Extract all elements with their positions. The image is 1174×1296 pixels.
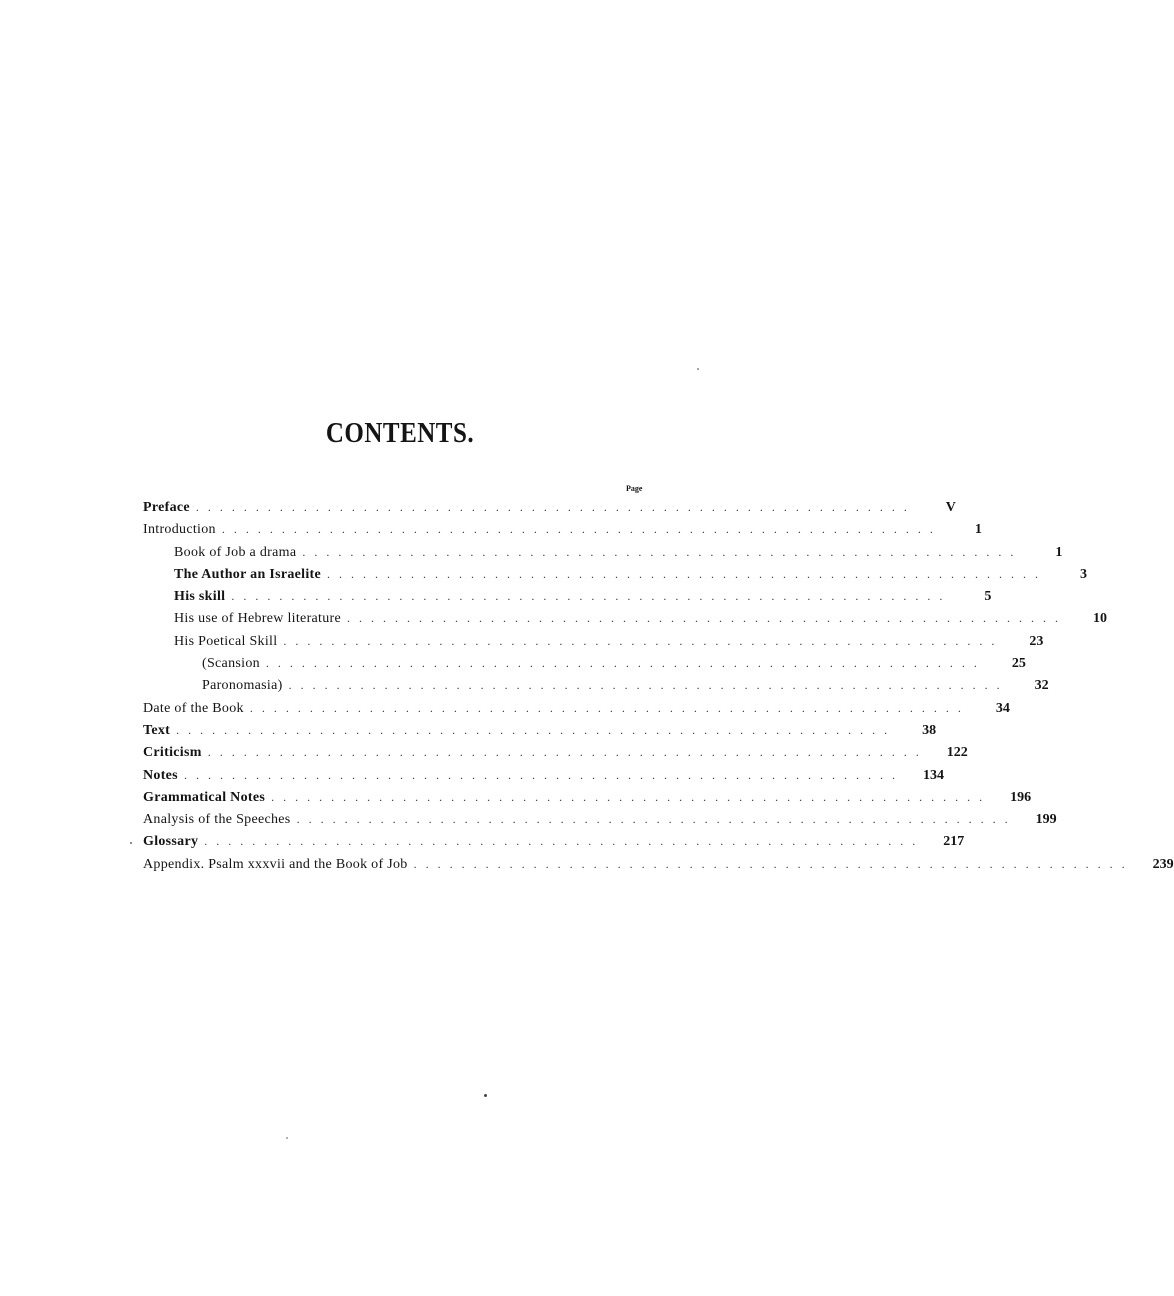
toc-entry-label: Criticism bbox=[143, 745, 202, 761]
toc-entry-page: 122 bbox=[946, 745, 968, 761]
dot-leader: ............................................................ bbox=[296, 812, 1017, 827]
toc-entry bbox=[143, 607, 1108, 629]
dot-leader: ............................................................ bbox=[176, 722, 897, 737]
toc-entry-label: Glossary bbox=[143, 834, 199, 850]
toc-entry-page: 196 bbox=[1010, 789, 1032, 805]
toc-entry bbox=[143, 719, 937, 741]
toc-entry bbox=[143, 541, 1063, 563]
toc-entry bbox=[143, 563, 1088, 585]
toc-entry-page: 199 bbox=[1035, 812, 1057, 828]
toc-entry bbox=[143, 652, 1026, 674]
toc-entry-page: 239 bbox=[1152, 856, 1174, 872]
ink-speck bbox=[484, 1094, 487, 1097]
toc-entry bbox=[143, 674, 1049, 696]
toc-entry-label: Introduction bbox=[143, 522, 216, 538]
toc-entry-page: 10 bbox=[1093, 611, 1108, 627]
toc-entry-label: His Poetical Skill bbox=[174, 633, 278, 649]
toc-entry bbox=[143, 697, 1010, 719]
toc-entry bbox=[143, 518, 982, 540]
page-column-label: Page bbox=[626, 484, 643, 493]
toc-entry bbox=[143, 808, 1057, 830]
dot-leader: ............................................................ bbox=[302, 544, 1023, 559]
toc-entry bbox=[143, 764, 944, 786]
toc-entry-page: 32 bbox=[1034, 678, 1049, 694]
dot-leader: ............................................................ bbox=[221, 522, 942, 537]
toc-entry-label: (Scansion bbox=[202, 656, 260, 672]
dot-leader: ............................................................ bbox=[347, 611, 1068, 626]
toc-entry-label: His use of Hebrew literature bbox=[174, 611, 342, 627]
dot-leader: ............................................................ bbox=[413, 856, 1134, 871]
toc-entry bbox=[143, 630, 1044, 652]
toc-entry-label: Book of Job a drama bbox=[174, 544, 297, 560]
toc-entry-label: Paronomasia) bbox=[202, 678, 283, 694]
dot-leader: ............................................................ bbox=[207, 745, 928, 760]
dot-leader: ............................................................ bbox=[231, 589, 952, 604]
toc-entry bbox=[143, 741, 968, 763]
toc-entry-page: 1 bbox=[1055, 544, 1063, 560]
toc-entry-label: Notes bbox=[143, 767, 178, 783]
dot-leader: ............................................................ bbox=[288, 678, 1009, 693]
toc-entry-page: V bbox=[945, 500, 956, 515]
dot-leader: ............................................................ bbox=[327, 566, 1048, 581]
dot-leader: ............................................................ bbox=[271, 789, 992, 804]
table-of-contents bbox=[143, 496, 1174, 875]
page-title: CONTENTS. bbox=[325, 417, 475, 449]
toc-entry-label: His skill bbox=[174, 589, 226, 605]
toc-entry bbox=[143, 830, 965, 852]
dot-leader: ............................................................ bbox=[249, 700, 970, 715]
toc-entry-label: Date of the Book bbox=[143, 700, 244, 716]
toc-entry-page: 134 bbox=[922, 767, 944, 783]
toc-entry bbox=[143, 496, 956, 518]
dot-leader: ............................................................ bbox=[183, 767, 904, 782]
dot-leader: ............................................................ bbox=[195, 500, 916, 514]
toc-entry-label: Appendix. Psalm xxxvii and the Book of Job bbox=[143, 856, 408, 872]
ink-speck bbox=[286, 1137, 288, 1139]
ink-speck bbox=[130, 842, 132, 844]
toc-entry-page: 38 bbox=[922, 722, 937, 738]
toc-entry-page: 217 bbox=[943, 834, 965, 850]
toc-entry-label: Text bbox=[143, 722, 171, 738]
toc-entry bbox=[143, 585, 992, 607]
toc-entry-page: 23 bbox=[1029, 633, 1044, 649]
toc-entry-label: Preface bbox=[143, 500, 190, 515]
dot-leader: ............................................................ bbox=[265, 656, 986, 671]
toc-entry-page: 34 bbox=[995, 700, 1010, 716]
toc-entry-page: 25 bbox=[1011, 656, 1026, 672]
toc-entry-page: 1 bbox=[974, 522, 982, 538]
toc-entry-label: Grammatical Notes bbox=[143, 789, 266, 805]
dot-leader: ............................................................ bbox=[283, 633, 1004, 648]
toc-entry bbox=[143, 786, 1032, 808]
ink-speck bbox=[697, 368, 699, 370]
toc-entry bbox=[143, 853, 1174, 875]
toc-entry-label: The Author an Israelite bbox=[174, 566, 322, 582]
dot-leader: ............................................................ bbox=[204, 834, 925, 849]
toc-entry-page: 5 bbox=[984, 589, 992, 605]
toc-entry-label: Analysis of the Speeches bbox=[143, 812, 291, 828]
toc-entry-page: 3 bbox=[1080, 566, 1088, 582]
